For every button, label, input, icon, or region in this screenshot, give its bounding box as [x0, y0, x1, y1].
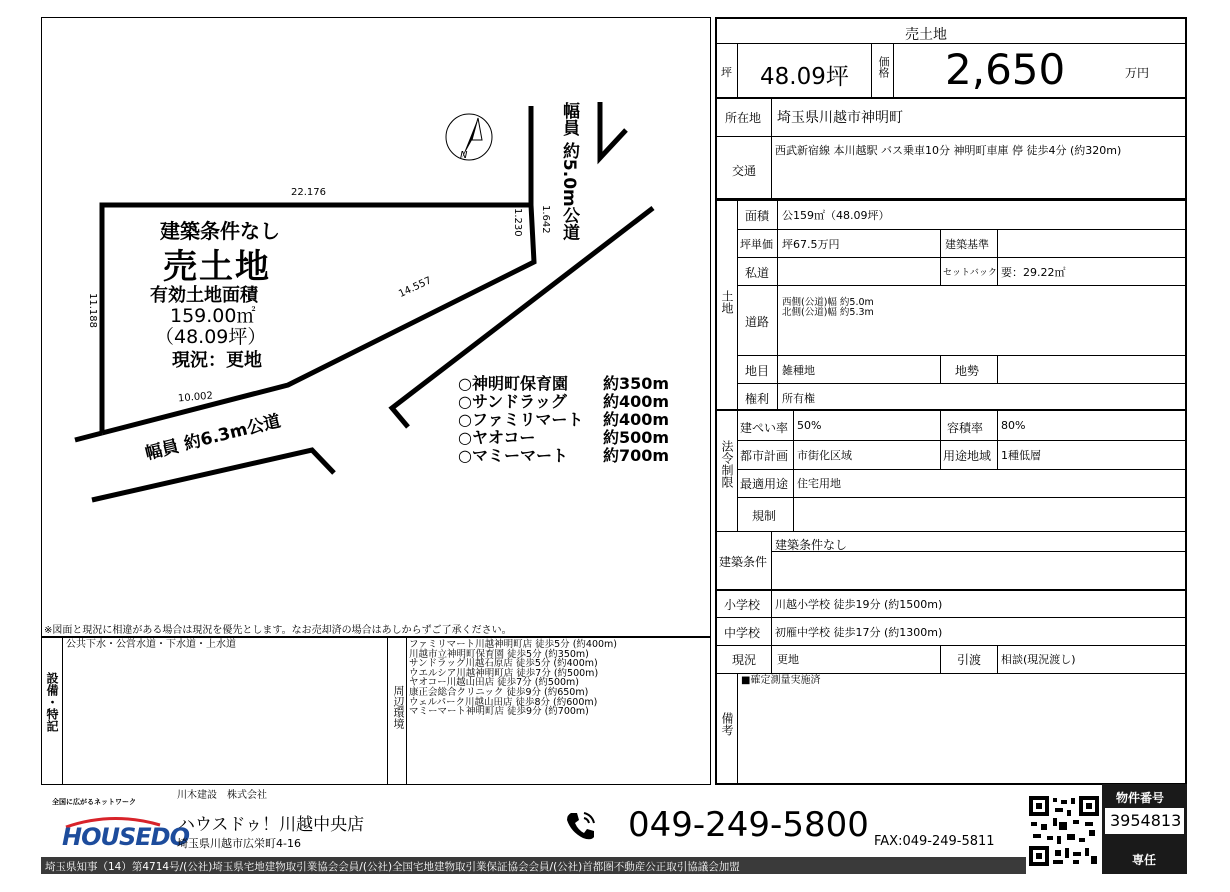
facilities-text: 公共下水・公営水道・下水道・上水道	[66, 639, 236, 650]
price-value: 2,650	[945, 45, 1066, 94]
dim-r2: 1.642	[540, 205, 551, 234]
law-label: 法令制限	[720, 440, 734, 488]
site-plan-drawing	[0, 0, 712, 630]
youseki-value: 80%	[1001, 419, 1026, 432]
biko-label: 備考	[720, 712, 734, 736]
cond-value: 建築条件なし	[775, 538, 848, 552]
dim-left: 11.188	[87, 293, 98, 328]
south-road-far-edge	[92, 450, 334, 500]
biko-value: ■確定測量実施済	[741, 675, 821, 686]
fax-number: FAX:049-249-5811	[874, 834, 995, 849]
right-value: 所有権	[782, 392, 815, 405]
road-item: 西側(公道)幅 約5.0m	[782, 297, 874, 308]
unit-price-label: 坪単価	[740, 238, 773, 251]
cond-label: 建築条件	[719, 555, 768, 569]
kenpei-label: 建ぺい率	[740, 421, 789, 435]
transport-label: 交通	[732, 164, 757, 178]
bukken-box	[1102, 784, 1187, 874]
dim-r1: 1.230	[512, 208, 523, 237]
chimoku-value: 雑種地	[782, 364, 815, 377]
toshi-value: 市街化区域	[797, 449, 852, 462]
map-condition: 建築条件なし	[160, 219, 280, 243]
area-value: 公159㎡（48.09坪）	[782, 209, 890, 222]
map-note: ※図面と現況に相違がある場合は現況を優先とします。なお売却済の場合はあしからずご了承ください。	[44, 625, 512, 636]
bukken-label: 物件番号	[1116, 791, 1165, 805]
price-unit: 万円	[1125, 66, 1150, 80]
road-label: 道路	[745, 315, 770, 329]
north-arrow-icon	[446, 114, 492, 160]
tsubo-value: 48.09坪	[760, 64, 849, 90]
jr-value: 初雁中学校 徒歩17分 (約1300m)	[775, 626, 943, 639]
nearby-item: ○神明町保育園 約350m	[458, 374, 670, 393]
env-item: ファミリマート川越神明町店 徒歩5分 (約400m)	[409, 639, 618, 650]
env-item: ウェルパーク川越山田店 徒歩8分 (約600m)	[409, 696, 598, 708]
tsubo-label: 坪	[721, 66, 732, 79]
shop-address: 埼玉県川越市広栄町4-16	[177, 837, 301, 850]
youto-value: 1種低層	[1001, 449, 1041, 462]
setback-value: 要：29.22㎡	[1001, 266, 1066, 279]
map-area-value: 159.00㎡	[170, 305, 256, 327]
location-value: 埼玉県川越市神明町	[777, 110, 903, 126]
kenchiku-kijun-label: 建築基準	[945, 238, 989, 251]
env-item: 川越市立神明町保育園 徒歩5分 (約350m)	[409, 648, 589, 660]
env-label: 周辺環境	[392, 685, 405, 729]
road-list	[782, 298, 874, 318]
genkyo-label: 現況	[732, 653, 757, 667]
toshi-label: 都市計画	[740, 449, 789, 463]
road-item: 北側(公道)幅 約5.3m	[782, 307, 874, 318]
sennin-label: 専任	[1132, 853, 1157, 867]
dim-bottom: 10.002	[177, 390, 214, 405]
location-label: 所在地	[725, 111, 762, 125]
price-label: 価格	[877, 56, 890, 78]
transport-value: 西武新宿線 本川越駅 バス乗車10分 神明町車庫 停 徒歩4分 (約320m)	[775, 144, 1122, 157]
youseki-label: 容積率	[947, 421, 984, 435]
compass-n-label: N	[460, 150, 468, 161]
nearby-item: ○ヤオコー 約500m	[458, 428, 670, 447]
shop-name: ハウスドゥ！川越中央店	[178, 815, 365, 835]
env-item: 康正会総合クリニック 徒歩9分 (約650m)	[409, 686, 589, 698]
area-label: 面積	[745, 209, 770, 223]
company-name: 川木建設 株式会社	[177, 790, 267, 801]
map-area-tsubo: （48.09坪）	[155, 326, 267, 348]
hikiwatashi-value: 相談(現況渡し)	[1001, 653, 1076, 666]
saiteki-label: 最適用途	[740, 477, 789, 491]
nearby-list	[458, 375, 669, 465]
facilities-label: 設備・特記	[45, 672, 59, 732]
elem-value: 川越小学校 徒歩19分 (約1500m)	[775, 598, 943, 611]
youto-label: 用途地域	[943, 449, 992, 463]
license-text: 埼玉県知事（14）第4714号/(公社)埼玉県宅地建物取引業協会会員/(公社)全国宅地建物取引業保証協会会員/(公社)首都圏不動産公正取引協議会加盟	[45, 861, 740, 873]
nearby-item: ○サンドラッグ 約400m	[458, 392, 670, 411]
network-text: 全国に広がるネットワーク	[52, 798, 136, 806]
env-item: マミーマート神明町店 徒歩9分 (約700m)	[409, 706, 589, 718]
south-road-edge	[75, 433, 102, 440]
saiteki-value: 住宅用地	[797, 477, 841, 490]
nearby-item: ○マミーマート 約700m	[458, 446, 670, 465]
road-south-label: 幅員 約6.3m公道	[143, 411, 283, 465]
license-bar	[41, 857, 1026, 874]
chimoku-label: 地目	[745, 364, 770, 378]
east-road-top-edge	[600, 102, 626, 158]
logo-text: HOUSEDO	[62, 823, 189, 851]
info-header: 売土地	[905, 27, 947, 43]
map-status: 現況：更地	[172, 350, 262, 371]
env-item: サンドラッグ川越石原店 徒歩5分 (約400m)	[409, 658, 598, 670]
genkyo-value: 更地	[777, 653, 799, 666]
housedo-logo	[60, 813, 189, 853]
phone-icon	[563, 807, 599, 843]
kisei-label: 規制	[752, 509, 777, 523]
qr-code-icon	[1029, 796, 1099, 866]
map-title: 売土地	[163, 247, 271, 287]
bukken-number: 3954813	[1110, 811, 1182, 830]
dim-diag: 14.557	[397, 275, 434, 300]
chisei-label: 地勢	[955, 364, 980, 378]
setback-label: セットバック	[943, 268, 997, 278]
private-road-label: 私道	[745, 266, 770, 280]
tel-number: 049-249-5800	[628, 805, 869, 845]
dim-top: 22.176	[291, 187, 326, 198]
jr-label: 中学校	[724, 626, 761, 640]
map-area-label: 有効土地面積	[150, 285, 258, 306]
hikiwatashi-label: 引渡	[957, 653, 982, 667]
nearby-item: ○ファミリマート 約400m	[458, 410, 670, 429]
unit-price-value: 坪67.5万円	[782, 238, 840, 251]
env-item: ヤオコー川越山田店 徒歩7分 (約500m)	[409, 677, 580, 689]
right-label: 権利	[745, 392, 770, 406]
env-list	[409, 640, 617, 717]
road-east-label: 幅員 約5.0m公道	[559, 102, 579, 241]
land-label: 土地	[720, 290, 734, 314]
elem-label: 小学校	[724, 598, 761, 612]
kenpei-value: 50%	[797, 419, 822, 432]
env-item: ウエルシア川越神明町店 徒歩7分 (約500m)	[409, 667, 599, 679]
